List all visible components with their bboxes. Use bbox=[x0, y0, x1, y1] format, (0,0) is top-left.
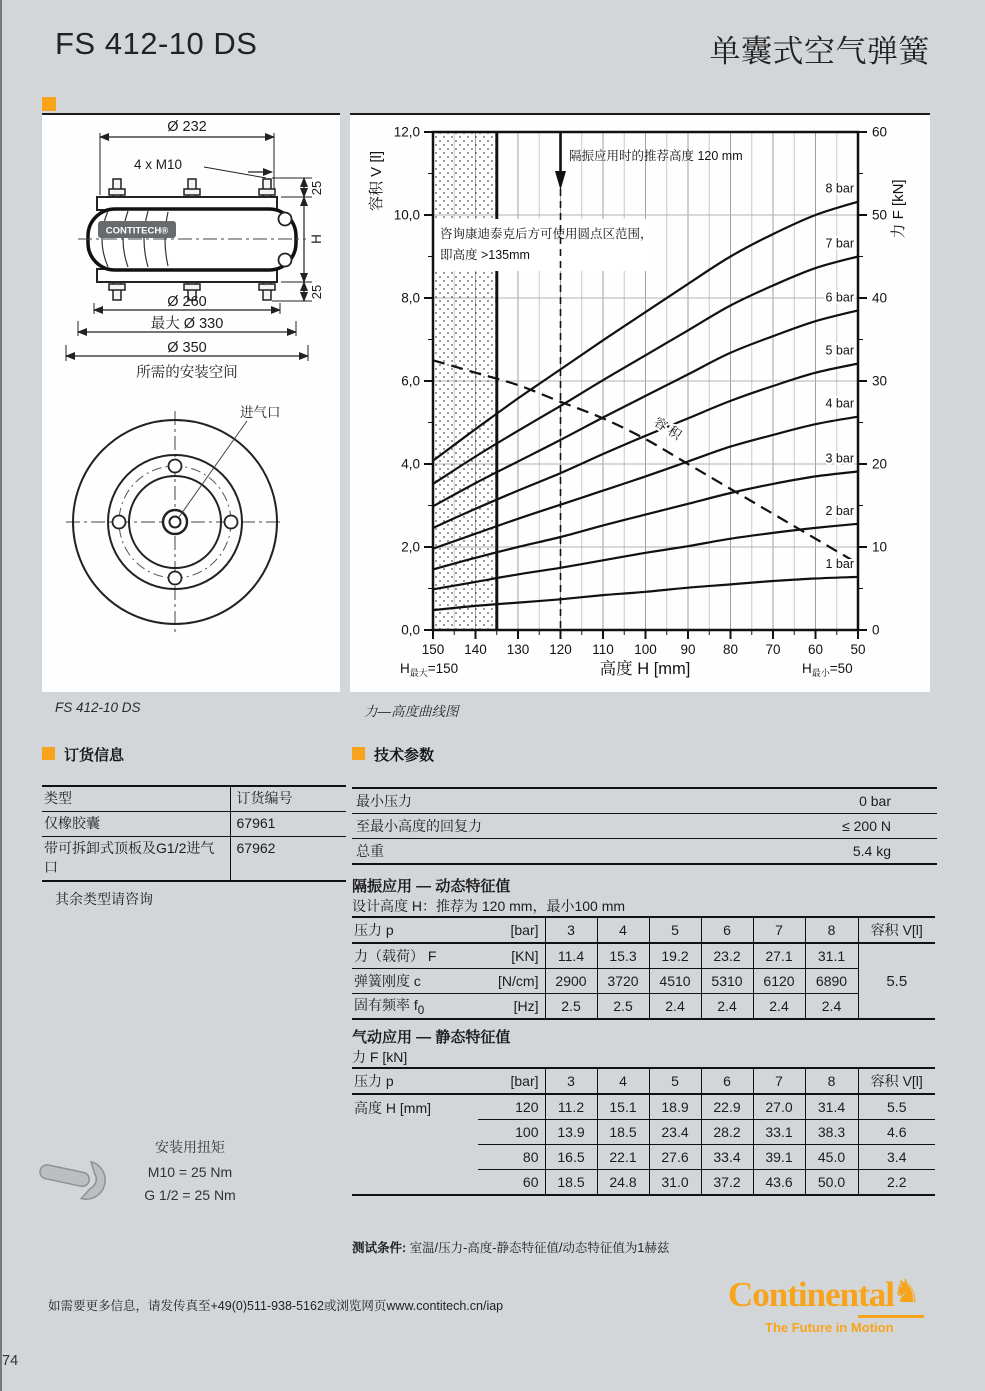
cell: 2.5 bbox=[597, 994, 649, 1020]
page-left-edge bbox=[0, 0, 2, 1391]
dim-232-label: Ø 232 bbox=[167, 119, 207, 135]
cell: 23.2 bbox=[701, 943, 753, 969]
tech-param-value: ≤ 200 N bbox=[645, 814, 938, 839]
svg-text:50: 50 bbox=[850, 642, 866, 657]
cell: 16.5 bbox=[545, 1145, 597, 1170]
volume-curve-label: 容 积 bbox=[651, 413, 685, 443]
table-row bbox=[352, 994, 935, 1020]
cell: 23.4 bbox=[649, 1120, 701, 1145]
height-cell: 120 bbox=[478, 1094, 545, 1120]
static-subtitle: 力 F [kN] bbox=[352, 1049, 408, 1065]
pressure-col: 8 bbox=[805, 917, 858, 943]
dim-h-label: H bbox=[309, 234, 324, 244]
cell: 22.1 bbox=[597, 1145, 649, 1170]
cell: 15.3 bbox=[597, 943, 649, 969]
logo-underline bbox=[858, 1315, 924, 1318]
pressure-col: 6 bbox=[701, 1068, 753, 1094]
dynamic-row-unit: [Hz] bbox=[478, 994, 545, 1020]
volume-cell: 4.6 bbox=[858, 1120, 935, 1145]
cell: 6120 bbox=[753, 969, 805, 994]
cell: 5310 bbox=[701, 969, 753, 994]
cell: 18.9 bbox=[649, 1094, 701, 1120]
volume-cell: 3.4 bbox=[858, 1145, 935, 1170]
curve-label-3-bar: 3 bar bbox=[825, 451, 854, 466]
cell: 43.6 bbox=[753, 1170, 805, 1196]
logo-tagline: The Future in Motion bbox=[765, 1320, 894, 1335]
dim-260-label: Ø 260 bbox=[167, 294, 207, 310]
cell: 2.4 bbox=[701, 994, 753, 1020]
drawing-panel bbox=[42, 113, 340, 692]
torque-title: 安装用扭矩 bbox=[155, 1139, 225, 1155]
cell: 31.0 bbox=[649, 1170, 701, 1196]
dotted-note-line2: 即高度 >135mm bbox=[440, 248, 530, 262]
h-max-label: $H_{最大}=150$ bbox=[400, 661, 459, 678]
svg-text:150: 150 bbox=[421, 642, 445, 657]
cell: 37.2 bbox=[701, 1170, 753, 1196]
volume-col-header: 容积 V[l] bbox=[858, 917, 935, 943]
dynamic-subtitle: 设计高度 H：推荐为 120 mm，最小100 mm bbox=[352, 898, 626, 914]
footer-contact-info: 如需要更多信息，请发传真至+49(0)511-938-5162或浏览网页www.contitech.cn/iap bbox=[48, 1299, 504, 1313]
recommended-height-arrowhead bbox=[555, 171, 566, 190]
cell: 2900 bbox=[545, 969, 597, 994]
cell: 4510 bbox=[649, 969, 701, 994]
cell: 2.4 bbox=[753, 994, 805, 1020]
pressure-col: 3 bbox=[545, 1068, 597, 1094]
cell: 45.0 bbox=[805, 1145, 858, 1170]
dim-350-label: Ø 350 bbox=[167, 340, 207, 356]
svg-text:120: 120 bbox=[549, 642, 572, 657]
ordering-accent-square bbox=[42, 747, 55, 760]
cell: 39.1 bbox=[753, 1145, 805, 1170]
cell: 2.5 bbox=[545, 994, 597, 1020]
x-axis-title: 高度 H [mm] bbox=[599, 660, 691, 678]
dim-330-label: 最大 Ø 330 bbox=[150, 316, 224, 332]
dynamic-title: 隔振应用 — 动态特征值 bbox=[352, 878, 511, 895]
tech-param-label: 至最小高度的回复力 bbox=[352, 814, 645, 839]
svg-text:0: 0 bbox=[872, 622, 880, 638]
dim-bolts-label: 4 x M10 bbox=[134, 157, 183, 172]
ordering-col-number: 订货编号 bbox=[230, 786, 346, 811]
static-title: 气动应用 — 静态特征值 bbox=[352, 1029, 511, 1046]
dynamic-row-label: 力（载荷） F bbox=[352, 943, 478, 969]
horse-icon: ♞ bbox=[892, 1273, 921, 1309]
svg-text:4,0: 4,0 bbox=[401, 456, 420, 472]
page-number: 74 bbox=[2, 1353, 19, 1369]
header-accent-square bbox=[42, 97, 56, 111]
torque-g12: G 1/2 = 25 Nm bbox=[144, 1187, 236, 1203]
pressure-col: 6 bbox=[701, 917, 753, 943]
cell: 11.2 bbox=[545, 1094, 597, 1120]
svg-text:0,0: 0,0 bbox=[401, 622, 420, 638]
dim-25-top-label: 25 bbox=[309, 180, 324, 196]
cell: 11.4 bbox=[545, 943, 597, 969]
pressure-col: 5 bbox=[649, 917, 701, 943]
dim-25-bottom-label: 25 bbox=[309, 284, 324, 300]
pressure-col: 4 bbox=[597, 917, 649, 943]
cell: 2.4 bbox=[805, 994, 858, 1020]
contitech-brand-text: CONTITECH® bbox=[105, 225, 169, 237]
curve-label-8-bar: 8 bar bbox=[825, 181, 854, 196]
tech-params-table bbox=[352, 787, 937, 865]
recommended-height-note: 隔振应用时的推荐高度 120 mm bbox=[569, 149, 743, 163]
dynamic-header-label: 压力 p bbox=[352, 917, 478, 943]
height-cell: 60 bbox=[478, 1170, 545, 1196]
pressure-col: 8 bbox=[805, 1068, 858, 1094]
cell: 38.3 bbox=[805, 1120, 858, 1145]
svg-text:100: 100 bbox=[634, 642, 657, 657]
static-row-label: 高度 H [mm] bbox=[352, 1094, 478, 1195]
pressure-col: 7 bbox=[753, 1068, 805, 1094]
svg-text:70: 70 bbox=[765, 642, 781, 657]
curve-label-6-bar: 6 bar bbox=[825, 290, 854, 305]
table-row bbox=[352, 969, 935, 994]
cell: 18.5 bbox=[545, 1170, 597, 1196]
pressure-col: 5 bbox=[649, 1068, 701, 1094]
svg-text:90: 90 bbox=[680, 642, 696, 657]
static-header-label: 压力 p bbox=[352, 1068, 478, 1094]
svg-text:110: 110 bbox=[592, 642, 614, 657]
cell: 27.1 bbox=[753, 943, 805, 969]
air-spring-top-view bbox=[66, 405, 284, 633]
air-inlet-port bbox=[163, 510, 187, 534]
svg-text:50: 50 bbox=[872, 207, 888, 223]
volume-cell: 2.2 bbox=[858, 1170, 935, 1196]
page-title-product: 单囊式空气弹簧 bbox=[709, 34, 930, 69]
cell: 31.1 bbox=[805, 943, 858, 969]
test-conditions bbox=[352, 1238, 669, 1256]
pressure-curve-labels bbox=[826, 182, 855, 571]
height-cell: 80 bbox=[478, 1145, 545, 1170]
air-spring-drawing bbox=[42, 115, 340, 692]
chart-panel bbox=[350, 113, 930, 692]
curve-label-7-bar: 7 bar bbox=[825, 236, 854, 251]
cell: 22.9 bbox=[701, 1094, 753, 1120]
ordering-table bbox=[42, 785, 346, 882]
dynamic-row-unit: [N/cm] bbox=[478, 969, 545, 994]
svg-text:30: 30 bbox=[872, 373, 888, 389]
svg-text:60: 60 bbox=[807, 642, 824, 657]
svg-text:20: 20 bbox=[872, 456, 888, 472]
cell: 6890 bbox=[805, 969, 858, 994]
ordering-section-title: 订货信息 bbox=[64, 747, 125, 764]
air-spring-cross-section bbox=[78, 179, 306, 300]
cell: 2.4 bbox=[649, 994, 701, 1020]
dynamic-volume-value: 5.5 bbox=[858, 943, 935, 1019]
cell: 27.6 bbox=[649, 1145, 701, 1170]
cell: 33.4 bbox=[701, 1145, 753, 1170]
test-conditions-label: 测试条件: bbox=[352, 1241, 407, 1255]
right-axis-title: 力 F [kN] bbox=[890, 179, 907, 239]
cell: 18.5 bbox=[597, 1120, 649, 1145]
air-inlet-label: 进气口 bbox=[240, 405, 281, 420]
table-row bbox=[352, 839, 937, 865]
chart-caption: 力—高度曲线图 bbox=[364, 704, 459, 719]
freq-label: 固有频率 f bbox=[354, 997, 418, 1014]
tech-param-value: 0 bar bbox=[645, 788, 938, 814]
dotted-note-line1: 咨询康迪泰克后方可使用圆点区范围， bbox=[440, 227, 653, 241]
cell: 15.1 bbox=[597, 1094, 649, 1120]
cell: 3720 bbox=[597, 969, 649, 994]
svg-text:130: 130 bbox=[506, 642, 530, 657]
cell: 31.4 bbox=[805, 1094, 858, 1120]
cell: 19.2 bbox=[649, 943, 701, 969]
table-row bbox=[42, 811, 346, 836]
table-row bbox=[352, 1094, 935, 1120]
torque-m10: M10 = 25 Nm bbox=[147, 1164, 233, 1180]
dynamic-row-unit: [KN] bbox=[478, 943, 545, 969]
svg-text:140: 140 bbox=[464, 642, 487, 657]
dynamic-row-label: 弹簧刚度 c bbox=[352, 969, 478, 994]
ordering-type-cell: 带可拆卸式顶板及G1/2进气口 bbox=[42, 836, 230, 880]
ordering-type-cell: 仅橡胶囊 bbox=[42, 811, 230, 836]
cell: 27.0 bbox=[753, 1094, 805, 1120]
cell: 28.2 bbox=[701, 1120, 753, 1145]
tech-param-label: 最小压力 bbox=[352, 788, 645, 814]
force-height-chart bbox=[350, 115, 930, 692]
tech-param-label: 总重 bbox=[352, 839, 645, 865]
table-row bbox=[352, 788, 937, 814]
continental-wordmark: Continental bbox=[728, 1275, 894, 1314]
pressure-col: 7 bbox=[753, 917, 805, 943]
pressure-col: 3 bbox=[545, 917, 597, 943]
svg-text:10: 10 bbox=[872, 539, 888, 555]
tech-section-title: 技术参数 bbox=[374, 747, 435, 764]
ordering-col-type: 类型 bbox=[42, 786, 230, 811]
cell: 33.1 bbox=[753, 1120, 805, 1145]
static-header-unit: [bar] bbox=[478, 1068, 545, 1094]
height-cell: 100 bbox=[478, 1120, 545, 1145]
svg-text:10,0: 10,0 bbox=[393, 207, 420, 223]
table-row bbox=[42, 836, 346, 880]
ordering-number-cell: 67962 bbox=[230, 836, 346, 880]
svg-text:40: 40 bbox=[872, 290, 888, 306]
tech-param-value: 5.4 kg bbox=[645, 839, 938, 865]
tech-accent-square bbox=[352, 747, 365, 760]
page-title-model: FS 412-10 DS bbox=[55, 26, 258, 61]
curve-label-2-bar: 2 bar bbox=[825, 503, 854, 518]
ordering-number-cell: 67961 bbox=[230, 811, 346, 836]
table-row bbox=[352, 814, 937, 839]
ordering-note: 其余类型请咨询 bbox=[55, 891, 153, 907]
svg-text:8,0: 8,0 bbox=[401, 290, 420, 306]
table-row bbox=[352, 943, 935, 969]
curve-label-5-bar: 5 bar bbox=[825, 343, 854, 358]
volume-cell: 5.5 bbox=[858, 1094, 935, 1120]
cell: 13.9 bbox=[545, 1120, 597, 1145]
test-conditions-text: 室温/压力-高度-静态特征值/动态特征值为1赫兹 bbox=[406, 1241, 670, 1255]
continental-logo bbox=[728, 1273, 938, 1335]
svg-text:6,0: 6,0 bbox=[401, 373, 420, 389]
h-min-label: $H_{最小}=50$ bbox=[802, 661, 853, 678]
table-row bbox=[352, 1068, 935, 1094]
dynamic-table bbox=[352, 916, 935, 1020]
torque-block bbox=[110, 1140, 270, 1202]
cell: 50.0 bbox=[805, 1170, 858, 1196]
curve-label-4-bar: 4 bar bbox=[825, 396, 854, 411]
dynamic-header-unit: [bar] bbox=[478, 917, 545, 943]
curve-label-1-bar: 1 bar bbox=[825, 556, 854, 571]
svg-text:80: 80 bbox=[722, 642, 739, 657]
svg-text:12,0: 12,0 bbox=[393, 124, 420, 140]
static-table bbox=[352, 1067, 935, 1196]
svg-text:2,0: 2,0 bbox=[401, 539, 420, 555]
svg-text:60: 60 bbox=[872, 124, 888, 140]
freq-label-sub: 0 bbox=[417, 1003, 425, 1017]
drawing-caption: FS 412-10 DS bbox=[55, 700, 141, 715]
table-row bbox=[352, 917, 935, 943]
cell: 24.8 bbox=[597, 1170, 649, 1196]
install-space-note: 所需的安装空间 bbox=[136, 365, 238, 381]
pressure-col: 4 bbox=[597, 1068, 649, 1094]
left-axis-title: 容积 V [l] bbox=[368, 150, 385, 212]
dynamic-row-label bbox=[352, 994, 478, 1020]
volume-col-header: 容积 V[l] bbox=[858, 1068, 935, 1094]
